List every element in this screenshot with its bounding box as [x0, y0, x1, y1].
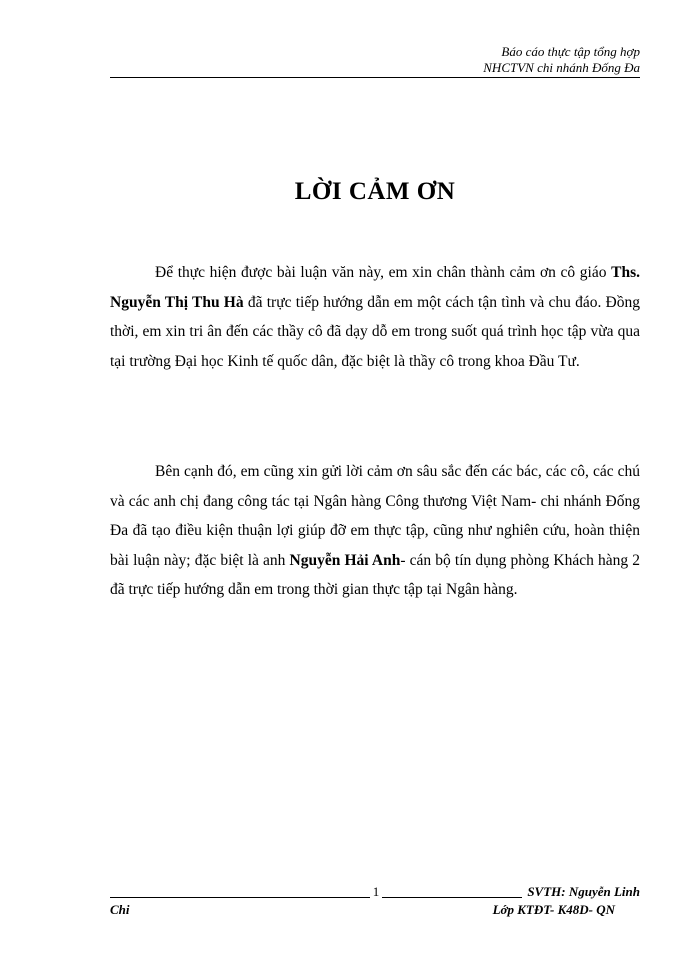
paragraph-2-text-a: Bên cạnh đó, em cũng xin gửi lời cảm ơn sâu sắc đến các bác, các cô, các chú và các anh chị đang công tác tại Ngân hàng Công thương Việt Nam- chi nhánh Đống Đa đã tạo điều kiện thuận lợi giúp đỡ em thực tập, cũng như nghiên cứu, hoàn thiện bài luận này; đặc biệt là anh	[110, 463, 640, 569]
footer-student-name: SVTH: Nguyễn Linh	[527, 884, 640, 899]
header-report-title: Báo cáo thực tập tổng hợp	[501, 44, 640, 59]
paragraph-1-text-a: Để thực hiện được bài luận văn này, em xin chân thành cảm ơn cô giáo	[155, 264, 612, 281]
paragraph-2-text-b: - cán bộ tín dụng phòng Khách hàng 2 đã trực tiếp hướng dẫn em trong thời gian thực tập tại Ngân hàng.	[110, 551, 640, 598]
paragraph-2-bold-name: Nguyễn Hải Anh	[289, 551, 401, 569]
footer-divider-left	[110, 897, 370, 898]
page-number: 1	[372, 884, 380, 899]
footer-class: Lớp KTĐT- K48D- QN	[492, 902, 615, 917]
paragraph-2	[110, 457, 640, 605]
page-header	[110, 44, 640, 76]
page-title: LỜI CẢM ƠN	[294, 178, 456, 205]
footer-student-name-cont: Chi	[110, 902, 130, 917]
paragraph-1-bold-name: Ths. Nguyễn Thị Thu Hà	[110, 264, 640, 311]
paragraph-1	[110, 258, 640, 376]
paragraph-1-text-b: đã trực tiếp hướng dẫn em một cách tận tình và chu đáo. Đồng thời, em xin tri ân đến các thầy cô đã dạy dỗ em trong suốt quá trình học tập vừa qua tại trường Đại học Kinh tế quốc dân, đặc biệt là thầy cô trong khoa Đầu Tư.	[110, 293, 640, 370]
header-branch-name: NHCTVN chi nhánh Đống Đa	[483, 60, 640, 75]
header-divider	[110, 77, 640, 78]
